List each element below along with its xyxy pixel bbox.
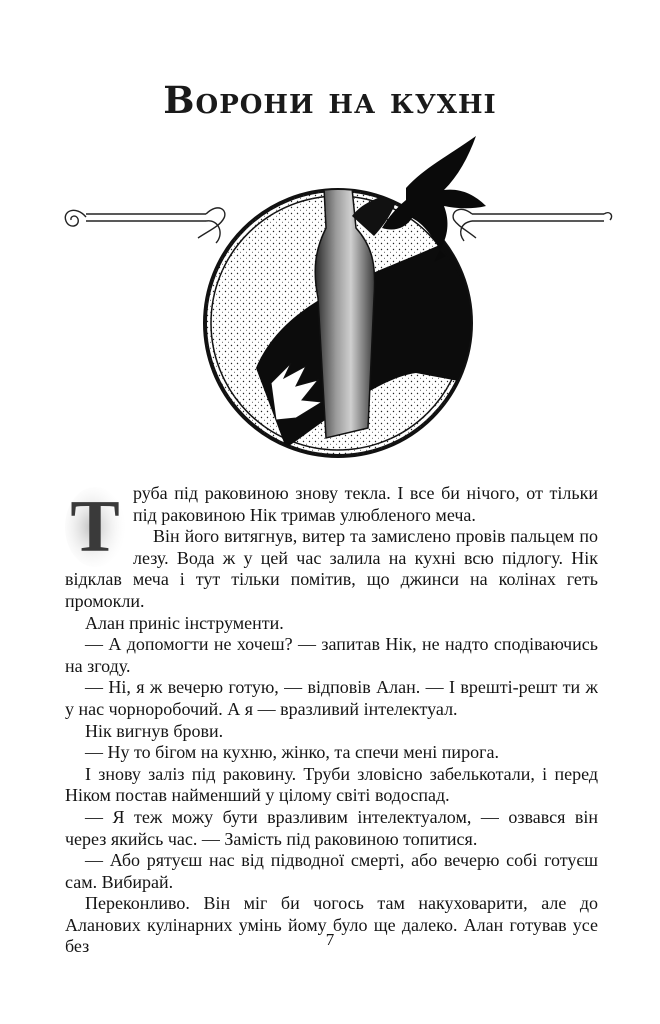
- drop-cap-letter: Т: [70, 486, 120, 567]
- crow-illustration-icon: [56, 128, 616, 458]
- page-number: 7: [325, 930, 335, 949]
- paragraph: Алан приніс інструменти.: [85, 612, 284, 633]
- paragraph: — Ні, я ж вечерю готую, — відповів Алан. — І врешті-решт ти ж у нас чорноробочий. А я — вразливий інтелектуал.: [65, 677, 598, 719]
- paragraph: Переконливо. Він міг би чогось там накуховарити, але до Аланових кулінарних умінь йому було ще далеко. Алан готував усе без: [65, 893, 598, 957]
- paragraph: — Я теж можу бути вразливим інтелектуалом, — озвався він через якийсь час. — Замість під раковиною топитися.: [65, 806, 598, 849]
- chapter-title: Ворони на кухні: [163, 78, 497, 122]
- paragraph: — Ну то бігом на кухню, жінко, та спечи мені пирога.: [85, 742, 499, 763]
- paragraph: Він його витягнув, витер та замислено провів пальцем по лезу. Вода ж у цей час залила на кухні всю підлогу. Нік відклав меча і тут тільки помітив, що джинси на колінах геть промокли.: [65, 526, 598, 611]
- paragraph: Нік вигнув брови.: [85, 720, 224, 741]
- paragraph: — Або рятуєш нас від підводної смерті, або вечерю собі готуєш сам. Вибирай.: [65, 850, 598, 892]
- paragraph: — А допомогти не хочеш? — запитав Нік, не надто сподіваючись на згоду.: [65, 634, 598, 676]
- drop-cap: [65, 485, 125, 567]
- paragraph: руба під раковиною знову текла. І все би нічого, от тільки під раковиною Нік тримав улюбленого меча.: [133, 483, 598, 525]
- chapter-body: [65, 483, 598, 958]
- paragraph: І знову заліз під раковину. Труби зловісно забелькотали, і перед Ніком постав найменший у цілому світі водоспад.: [65, 763, 598, 806]
